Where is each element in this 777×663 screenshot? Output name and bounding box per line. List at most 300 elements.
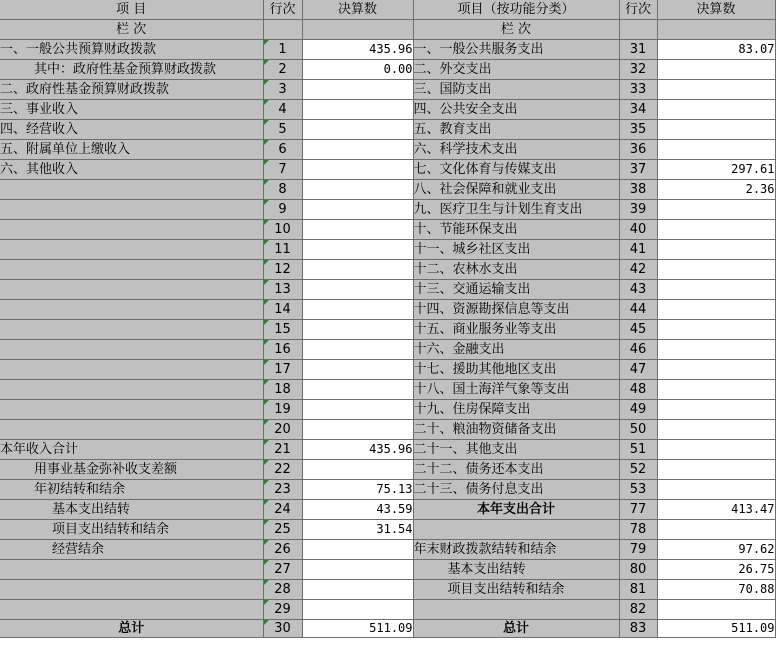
- right-amount-cell[interactable]: [657, 460, 775, 480]
- left-item-cell-text: 六、其他收入: [0, 162, 79, 177]
- left-amount-cell-text: 75.13: [376, 482, 413, 496]
- left-amount-cell-text: 511.09: [369, 621, 413, 635]
- left-row-no-cell-text: 10: [274, 222, 291, 237]
- left-amount-cell[interactable]: [302, 580, 413, 600]
- right-item-cell[interactable]: [413, 280, 619, 300]
- table-row: [0, 320, 775, 340]
- left-row-no-cell[interactable]: [263, 600, 302, 620]
- right-item-cell-text: 六、科学技术支出: [413, 142, 518, 157]
- table-row: [0, 540, 775, 560]
- table-row: [0, 500, 775, 520]
- left-amount-cell[interactable]: [302, 280, 413, 300]
- comment-marker-icon: [264, 460, 269, 465]
- left-amount-cell[interactable]: [302, 460, 413, 480]
- left-row-no-cell-text: 25: [274, 522, 291, 537]
- right-amount-cell[interactable]: [657, 560, 775, 580]
- right-amount-cell[interactable]: [657, 520, 775, 540]
- left-amount-cell-text: 31.54: [376, 522, 413, 536]
- right-item-cell[interactable]: [413, 600, 619, 620]
- right-row-no-cell-text: 43: [629, 282, 647, 297]
- header-row-no-2[interactable]: 行次: [619, 0, 657, 20]
- comment-marker-icon: [264, 160, 269, 165]
- left-row-no-cell[interactable]: [263, 160, 302, 180]
- left-row-no-cell-text: 9: [278, 202, 287, 217]
- comment-marker-icon: [264, 180, 269, 185]
- right-item-cell[interactable]: [413, 400, 619, 420]
- comment-marker-icon: [264, 220, 269, 225]
- right-row-no-cell[interactable]: [619, 180, 657, 200]
- right-item-cell[interactable]: [413, 320, 619, 340]
- right-amount-cell[interactable]: [657, 540, 775, 560]
- left-item-cell[interactable]: [0, 460, 263, 480]
- right-item-cell[interactable]: [413, 240, 619, 260]
- left-amount-cell[interactable]: [302, 140, 413, 160]
- subheader-cell[interactable]: [657, 20, 775, 40]
- right-item-cell[interactable]: [413, 380, 619, 400]
- right-row-no-cell[interactable]: [619, 460, 657, 480]
- left-amount-cell[interactable]: [302, 60, 413, 80]
- right-amount-cell[interactable]: [657, 360, 775, 380]
- right-item-cell[interactable]: [413, 340, 619, 360]
- right-item-cell-text: 二十一、其他支出: [413, 442, 518, 457]
- left-item-cell[interactable]: [0, 60, 263, 80]
- right-amount-cell[interactable]: [657, 280, 775, 300]
- right-row-no-cell-text: 38: [629, 182, 647, 197]
- table-row: [0, 200, 775, 220]
- left-amount-cell[interactable]: [302, 400, 413, 420]
- left-amount-cell[interactable]: [302, 560, 413, 580]
- right-item-cell[interactable]: [413, 100, 619, 120]
- table-row: [0, 140, 775, 160]
- left-item-cell-text: 总计: [118, 621, 145, 636]
- right-row-no-cell-text: 82: [629, 602, 647, 617]
- right-item-cell[interactable]: [413, 80, 619, 100]
- left-row-no-cell-text: 8: [278, 182, 287, 197]
- right-item-cell[interactable]: [413, 620, 619, 638]
- right-row-no-cell[interactable]: [619, 340, 657, 360]
- right-item-cell[interactable]: [413, 560, 619, 580]
- right-item-cell-text: 十六、金融支出: [413, 342, 505, 357]
- right-amount-cell-text: 2.36: [745, 182, 775, 196]
- left-row-no-cell[interactable]: [263, 140, 302, 160]
- left-item-cell[interactable]: [0, 160, 263, 180]
- left-row-no-cell[interactable]: [263, 100, 302, 120]
- right-amount-cell[interactable]: [657, 400, 775, 420]
- left-row-no-cell[interactable]: [263, 260, 302, 280]
- right-item-cell-text: 十、节能环保支出: [413, 222, 518, 237]
- right-item-cell[interactable]: [413, 200, 619, 220]
- right-amount-cell[interactable]: [657, 580, 775, 600]
- header-row-no[interactable]: 行次: [263, 0, 302, 20]
- header-amount[interactable]: 决算数: [302, 0, 413, 20]
- left-item-cell[interactable]: [0, 220, 263, 240]
- right-row-no-cell[interactable]: [619, 280, 657, 300]
- left-item-cell[interactable]: [0, 580, 263, 600]
- right-amount-cell[interactable]: [657, 240, 775, 260]
- right-amount-cell[interactable]: [657, 220, 775, 240]
- right-item-cell[interactable]: [413, 300, 619, 320]
- table-row: [0, 220, 775, 240]
- left-amount-cell[interactable]: [302, 200, 413, 220]
- right-item-cell[interactable]: [413, 500, 619, 520]
- left-amount-cell[interactable]: [302, 80, 413, 100]
- right-amount-cell[interactable]: [657, 340, 775, 360]
- left-row-no-cell[interactable]: [263, 360, 302, 380]
- left-row-no-cell-text: 28: [274, 582, 291, 597]
- comment-marker-icon: [264, 440, 269, 445]
- left-amount-cell[interactable]: [302, 500, 413, 520]
- right-amount-cell[interactable]: [657, 620, 775, 638]
- left-item-cell[interactable]: [0, 560, 263, 580]
- subheader-left[interactable]: 栏 次: [0, 20, 263, 40]
- subheader-right[interactable]: 栏 次: [413, 20, 619, 40]
- left-item-cell[interactable]: [0, 360, 263, 380]
- left-row-no-cell[interactable]: [263, 580, 302, 600]
- left-amount-cell[interactable]: [302, 300, 413, 320]
- right-item-cell[interactable]: [413, 220, 619, 240]
- left-row-no-cell[interactable]: [263, 480, 302, 500]
- right-row-no-cell[interactable]: [619, 620, 657, 638]
- left-row-no-cell-text: 18: [274, 382, 291, 397]
- right-item-cell-text: 项目支出结转和结余: [447, 582, 565, 597]
- left-row-no-cell[interactable]: [263, 180, 302, 200]
- right-row-no-cell-text: 34: [629, 102, 647, 117]
- comment-marker-icon: [264, 540, 269, 545]
- left-row-no-cell-text: 29: [274, 602, 291, 617]
- right-item-cell[interactable]: [413, 540, 619, 560]
- right-row-no-cell[interactable]: [619, 260, 657, 280]
- left-amount-cell[interactable]: [302, 520, 413, 540]
- table-row: [0, 120, 775, 140]
- left-item-cell[interactable]: [0, 340, 263, 360]
- left-amount-cell[interactable]: [302, 120, 413, 140]
- right-item-cell[interactable]: [413, 520, 619, 540]
- subheader-cell[interactable]: [619, 20, 657, 40]
- right-row-no-cell[interactable]: [619, 220, 657, 240]
- right-row-no-cell-text: 79: [629, 542, 647, 557]
- left-row-no-cell-text: 11: [274, 242, 291, 257]
- right-item-cell-text: 十九、住房保障支出: [413, 402, 531, 417]
- left-item-cell-text: 经营结余: [52, 542, 105, 557]
- subheader-cell[interactable]: [263, 20, 302, 40]
- left-row-no-cell-text: 12: [274, 262, 291, 277]
- left-row-no-cell[interactable]: [263, 520, 302, 540]
- right-amount-cell-text: 83.07: [738, 42, 775, 56]
- right-item-cell[interactable]: [413, 160, 619, 180]
- right-item-cell[interactable]: [413, 580, 619, 600]
- left-row-no-cell[interactable]: [263, 40, 302, 60]
- right-row-no-cell[interactable]: [619, 80, 657, 100]
- left-item-cell[interactable]: [0, 540, 263, 560]
- right-row-no-cell[interactable]: [619, 120, 657, 140]
- left-item-cell[interactable]: [0, 40, 263, 60]
- comment-marker-icon: [264, 420, 269, 425]
- left-amount-cell[interactable]: [302, 620, 413, 638]
- comment-marker-icon: [264, 600, 269, 605]
- left-amount-cell[interactable]: [302, 600, 413, 620]
- right-row-no-cell-text: 52: [629, 462, 647, 477]
- right-item-cell-text: 二十二、债务还本支出: [413, 462, 544, 477]
- right-amount-cell[interactable]: [657, 60, 775, 80]
- left-amount-cell[interactable]: [302, 180, 413, 200]
- right-row-no-cell-text: 37: [629, 162, 647, 177]
- header-item-by-function[interactable]: 项目（按功能分类）: [413, 0, 619, 20]
- left-row-no-cell[interactable]: [263, 60, 302, 80]
- right-item-cell[interactable]: [413, 260, 619, 280]
- right-row-no-cell[interactable]: [619, 140, 657, 160]
- right-amount-cell[interactable]: [657, 40, 775, 60]
- left-row-no-cell-text: 6: [278, 142, 287, 157]
- comment-marker-icon: [264, 240, 269, 245]
- right-row-no-cell-text: 35: [629, 122, 647, 137]
- right-row-no-cell-text: 83: [629, 621, 647, 636]
- right-row-no-cell-text: 40: [629, 222, 647, 237]
- left-row-no-cell-text: 1: [278, 42, 287, 57]
- right-row-no-cell-text: 48: [629, 382, 647, 397]
- right-row-no-cell[interactable]: [619, 160, 657, 180]
- left-amount-cell[interactable]: [302, 480, 413, 500]
- comment-marker-icon: [264, 380, 269, 385]
- right-item-cell[interactable]: [413, 40, 619, 60]
- left-row-no-cell[interactable]: [263, 460, 302, 480]
- left-row-no-cell-text: 15: [274, 322, 291, 337]
- left-item-cell-text: 二、政府性基金预算财政拨款: [0, 82, 170, 97]
- header-item[interactable]: 项 目: [0, 0, 263, 20]
- right-amount-cell[interactable]: [657, 120, 775, 140]
- table-row: [0, 360, 775, 380]
- right-amount-cell[interactable]: [657, 440, 775, 460]
- right-row-no-cell[interactable]: [619, 500, 657, 520]
- right-row-no-cell[interactable]: [619, 320, 657, 340]
- right-item-cell-text: 十二、农林水支出: [413, 262, 518, 277]
- left-item-cell-text: 基本支出结转: [52, 502, 131, 517]
- left-row-no-cell-text: 21: [274, 442, 291, 457]
- right-row-no-cell[interactable]: [619, 240, 657, 260]
- right-item-cell[interactable]: [413, 120, 619, 140]
- right-item-cell-text: 年末财政拨款结转和结余: [413, 542, 557, 557]
- comment-marker-icon: [264, 560, 269, 565]
- left-row-no-cell[interactable]: [263, 120, 302, 140]
- left-amount-cell[interactable]: [302, 320, 413, 340]
- comment-marker-icon: [264, 360, 269, 365]
- right-amount-cell[interactable]: [657, 80, 775, 100]
- left-amount-cell[interactable]: [302, 360, 413, 380]
- right-item-cell[interactable]: [413, 460, 619, 480]
- right-item-cell-text: 九、医疗卫生与计划生育支出: [413, 202, 583, 217]
- right-amount-cell[interactable]: [657, 200, 775, 220]
- right-row-no-cell-text: 41: [629, 242, 647, 257]
- left-row-no-cell[interactable]: [263, 440, 302, 460]
- subheader-cell[interactable]: [302, 20, 413, 40]
- left-amount-cell[interactable]: [302, 440, 413, 460]
- table-row: [0, 260, 775, 280]
- right-item-cell[interactable]: [413, 60, 619, 80]
- right-row-no-cell[interactable]: [619, 100, 657, 120]
- table-row: [0, 420, 775, 440]
- table-row: [0, 100, 775, 120]
- left-item-cell[interactable]: [0, 600, 263, 620]
- right-amount-cell[interactable]: [657, 320, 775, 340]
- left-row-no-cell[interactable]: [263, 620, 302, 638]
- left-row-no-cell[interactable]: [263, 560, 302, 580]
- right-item-cell[interactable]: [413, 180, 619, 200]
- left-item-cell[interactable]: [0, 520, 263, 540]
- table-row: [0, 480, 775, 500]
- right-amount-cell-text: 297.61: [731, 162, 775, 176]
- header-amount-2[interactable]: 决算数: [657, 0, 775, 20]
- right-item-cell[interactable]: [413, 440, 619, 460]
- comment-marker-icon: [264, 80, 269, 85]
- right-row-no-cell-text: 45: [629, 322, 647, 337]
- right-row-no-cell[interactable]: [619, 480, 657, 500]
- right-row-no-cell[interactable]: [619, 440, 657, 460]
- right-item-cell[interactable]: [413, 140, 619, 160]
- right-amount-cell-text: 26.75: [738, 562, 775, 576]
- left-row-no-cell[interactable]: [263, 280, 302, 300]
- left-item-cell[interactable]: [0, 200, 263, 220]
- right-item-cell-text: 十七、援助其他地区支出: [413, 362, 557, 377]
- right-row-no-cell-text: 47: [629, 362, 647, 377]
- left-item-cell[interactable]: [0, 380, 263, 400]
- left-row-no-cell[interactable]: [263, 400, 302, 420]
- left-item-cell[interactable]: [0, 620, 263, 638]
- left-row-no-cell[interactable]: [263, 540, 302, 560]
- comment-marker-icon: [264, 400, 269, 405]
- right-amount-cell[interactable]: [657, 380, 775, 400]
- right-row-no-cell[interactable]: [619, 60, 657, 80]
- right-row-no-cell-text: 46: [629, 342, 647, 357]
- left-row-no-cell[interactable]: [263, 420, 302, 440]
- right-row-no-cell[interactable]: [619, 600, 657, 620]
- left-row-no-cell[interactable]: [263, 300, 302, 320]
- right-amount-cell[interactable]: [657, 500, 775, 520]
- right-amount-cell[interactable]: [657, 180, 775, 200]
- left-amount-cell[interactable]: [302, 40, 413, 60]
- left-amount-cell[interactable]: [302, 100, 413, 120]
- right-row-no-cell[interactable]: [619, 520, 657, 540]
- left-amount-cell[interactable]: [302, 380, 413, 400]
- right-row-no-cell-text: 36: [629, 142, 647, 157]
- right-row-no-cell[interactable]: [619, 540, 657, 560]
- left-item-cell[interactable]: [0, 280, 263, 300]
- left-row-no-cell[interactable]: [263, 240, 302, 260]
- left-row-no-cell[interactable]: [263, 320, 302, 340]
- right-row-no-cell[interactable]: [619, 380, 657, 400]
- right-amount-cell[interactable]: [657, 300, 775, 320]
- table-row: [0, 560, 775, 580]
- left-amount-cell-text: 435.96: [369, 442, 413, 456]
- table-row: [0, 460, 775, 480]
- left-amount-cell[interactable]: [302, 160, 413, 180]
- right-amount-cell[interactable]: [657, 160, 775, 180]
- table-row: [0, 80, 775, 100]
- right-row-no-cell-text: 51: [629, 442, 647, 457]
- left-item-cell[interactable]: [0, 420, 263, 440]
- right-item-cell[interactable]: [413, 420, 619, 440]
- left-item-cell[interactable]: [0, 260, 263, 280]
- left-amount-cell-text: 0.00: [383, 62, 413, 76]
- left-row-no-cell[interactable]: [263, 220, 302, 240]
- right-amount-cell-text: 70.88: [738, 582, 775, 596]
- left-row-no-cell[interactable]: [263, 380, 302, 400]
- left-row-no-cell-text: 24: [274, 502, 291, 517]
- left-item-cell[interactable]: [0, 240, 263, 260]
- left-item-cell[interactable]: [0, 180, 263, 200]
- comment-marker-icon: [264, 340, 269, 345]
- left-item-cell[interactable]: [0, 80, 263, 100]
- left-row-no-cell[interactable]: [263, 80, 302, 100]
- comment-marker-icon: [264, 60, 269, 65]
- left-row-no-cell-text: 5: [278, 122, 287, 137]
- right-row-no-cell[interactable]: [619, 40, 657, 60]
- left-item-cell[interactable]: [0, 300, 263, 320]
- left-row-no-cell[interactable]: [263, 340, 302, 360]
- left-row-no-cell[interactable]: [263, 200, 302, 220]
- right-row-no-cell-text: 44: [629, 302, 647, 317]
- table-row: [0, 280, 775, 300]
- right-row-no-cell[interactable]: [619, 580, 657, 600]
- right-item-cell-text: 三、国防支出: [413, 82, 492, 97]
- right-amount-cell[interactable]: [657, 260, 775, 280]
- comment-marker-icon: [264, 200, 269, 205]
- right-row-no-cell[interactable]: [619, 360, 657, 380]
- left-item-cell[interactable]: [0, 100, 263, 120]
- left-item-cell[interactable]: [0, 320, 263, 340]
- left-item-cell[interactable]: [0, 500, 263, 520]
- right-row-no-cell[interactable]: [619, 300, 657, 320]
- right-row-no-cell[interactable]: [619, 420, 657, 440]
- right-amount-cell[interactable]: [657, 100, 775, 120]
- left-item-cell[interactable]: [0, 400, 263, 420]
- left-item-cell[interactable]: [0, 140, 263, 160]
- right-item-cell-text: 十五、商业服务业等支出: [413, 322, 557, 337]
- right-amount-cell[interactable]: [657, 480, 775, 500]
- left-item-cell[interactable]: [0, 120, 263, 140]
- left-item-cell-text: 五、附属单位上缴收入: [0, 142, 131, 157]
- left-row-no-cell-text: 2: [278, 62, 287, 77]
- left-item-cell-text: 年初结转和结余: [34, 482, 126, 497]
- right-item-cell-text: 十四、资源勘探信息等支出: [413, 302, 570, 317]
- left-item-cell[interactable]: [0, 440, 263, 460]
- right-amount-cell[interactable]: [657, 140, 775, 160]
- table-row: [0, 440, 775, 460]
- left-amount-cell[interactable]: [302, 420, 413, 440]
- left-amount-cell[interactable]: [302, 220, 413, 240]
- right-row-no-cell-text: 77: [629, 502, 647, 517]
- right-row-no-cell[interactable]: [619, 200, 657, 220]
- left-item-cell[interactable]: [0, 480, 263, 500]
- left-amount-cell[interactable]: [302, 260, 413, 280]
- left-item-cell-text: 用事业基金弥补收支差额: [34, 462, 178, 477]
- right-amount-cell[interactable]: [657, 600, 775, 620]
- right-amount-cell[interactable]: [657, 420, 775, 440]
- left-amount-cell[interactable]: [302, 540, 413, 560]
- right-item-cell[interactable]: [413, 480, 619, 500]
- left-amount-cell[interactable]: [302, 240, 413, 260]
- left-amount-cell-text: 43.59: [376, 502, 413, 516]
- left-amount-cell[interactable]: [302, 340, 413, 360]
- left-row-no-cell-text: 17: [274, 362, 291, 377]
- left-row-no-cell-text: 13: [274, 282, 291, 297]
- right-row-no-cell[interactable]: [619, 400, 657, 420]
- left-row-no-cell[interactable]: [263, 500, 302, 520]
- right-row-no-cell[interactable]: [619, 560, 657, 580]
- left-amount-cell-text: 435.96: [369, 42, 413, 56]
- left-row-no-cell-text: 27: [274, 562, 291, 577]
- right-row-no-cell-text: 39: [629, 202, 647, 217]
- left-row-no-cell-text: 14: [274, 302, 291, 317]
- right-item-cell[interactable]: [413, 360, 619, 380]
